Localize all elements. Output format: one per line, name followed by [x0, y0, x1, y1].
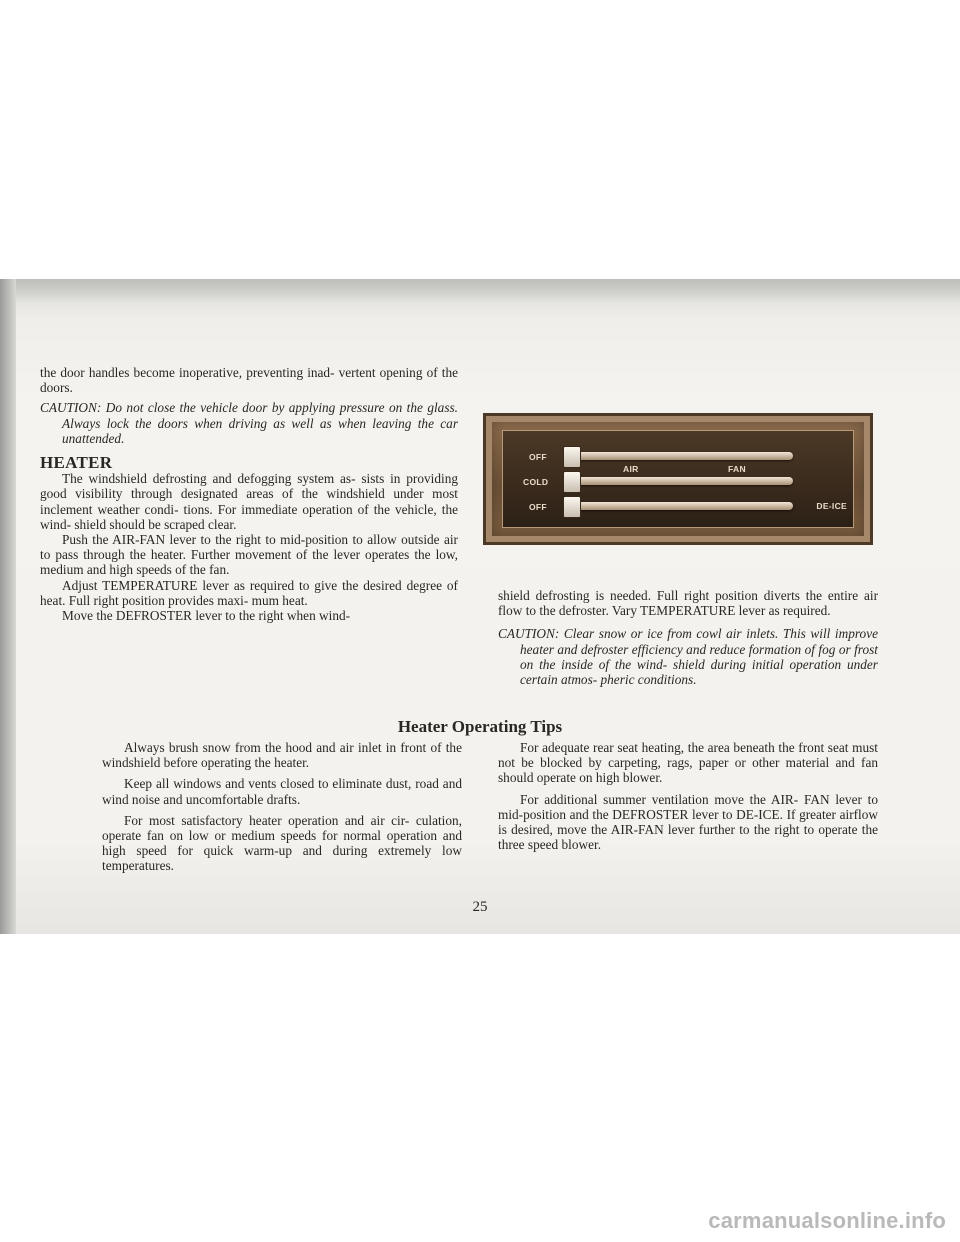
caution-label: CAUTION:	[40, 400, 102, 416]
binding-shadow	[0, 279, 16, 934]
watermark: carmanualsonline.info	[708, 1208, 946, 1233]
label-off-top: OFF	[529, 452, 547, 462]
intro-line: the door handles become inoperative, preventing inad- vertent opening of the doors.	[40, 365, 458, 396]
heater-paragraph-4: Move the DEFROSTER lever to the right when wind-	[62, 608, 351, 624]
page-number: 25	[472, 899, 488, 915]
air-fan-slider-track	[567, 452, 793, 460]
caution-label: CAUTION:	[498, 626, 560, 642]
defroster-continuation: shield defrosting is needed. Full right position diverts the entire air flow to the defroster. Vary TEMPERATURE lever as required.	[498, 588, 878, 619]
control-panel-face	[502, 430, 854, 528]
label-air: AIR	[623, 464, 639, 474]
air-fan-lever-knob	[563, 446, 581, 468]
heater-paragraph-2: Push the AIR-FAN lever to the right to mid-position to allow outside air to pass through the heater. Further movement of the lever operates the low, medium and high speeds of the fan.	[40, 532, 458, 578]
label-fan: FAN	[728, 464, 746, 474]
temperature-slider-track	[567, 477, 793, 485]
caution-cowl-inlets	[498, 626, 878, 687]
tips-right-column	[498, 740, 878, 858]
heater-tips-heading: Heater Operating Tips	[397, 717, 563, 736]
defroster-slider-track	[567, 502, 793, 510]
tip-close-windows: Keep all windows and vents closed to eliminate dust, road and wind noise and uncomfortable drafts.	[102, 776, 462, 807]
tip-brush-snow: Always brush snow from the hood and air inlet in front of the windshield before operating the heater.	[102, 740, 462, 771]
tip-rear-seat-heating: For adequate rear seat heating, the area beneath the front seat must not be blocked by carpeting, rags, paper or other material and fan should operate on high blower.	[498, 740, 878, 786]
defroster-lever-knob	[563, 496, 581, 518]
left-column-text	[40, 365, 458, 623]
caution-text: Do not close the vehicle door by applying pressure on the glass. Always lock the doors when driving as well as when leaving the car unattended.	[62, 400, 458, 446]
label-off-bottom: OFF	[529, 502, 547, 512]
heater-paragraph-1: The windshield defrosting and defogging system as- sists in providing good visibility through designated areas of the windshield under most inclement weather condi- tions. For immediate operation of the vehicle, the wind- shield should be scraped clear.	[40, 471, 458, 532]
temperature-lever-knob	[563, 471, 581, 493]
tip-summer-ventilation: For additional summer ventilation move the AIR- FAN lever to mid-position and the DEFROSTER lever to DE-ICE. If greater airflow is desired, move the AIR-FAN lever further to the right to operate the three speed blower.	[498, 791, 878, 853]
tip-fan-speeds: For most satisfactory heater operation and air cir- culation, operate fan on low or medium speeds for normal operation and high speed for quick warm-up and during extremely low temperatures.	[102, 812, 462, 874]
caution-text: Clear snow or ice from cowl air inlets. This will improve heater and defroster efficiency and reduce formation of fog or frost on the inside of the wind- shield during initial operation under certain atmos- pheric conditions.	[520, 626, 879, 688]
tips-left-column	[102, 740, 462, 880]
right-column-text	[498, 588, 878, 687]
heater-control-panel-photo	[483, 413, 873, 545]
heater-heading: HEATER	[40, 453, 113, 473]
page-top-edge-shadow	[0, 279, 960, 303]
caution-door-glass	[40, 400, 458, 446]
heater-paragraph-3: Adjust TEMPERATURE lever as required to give the desired degree of heat. Full right position provides maxi- mum heat.	[40, 577, 458, 608]
label-cold: COLD	[523, 477, 549, 487]
label-de-ice: DE-ICE	[816, 501, 847, 511]
